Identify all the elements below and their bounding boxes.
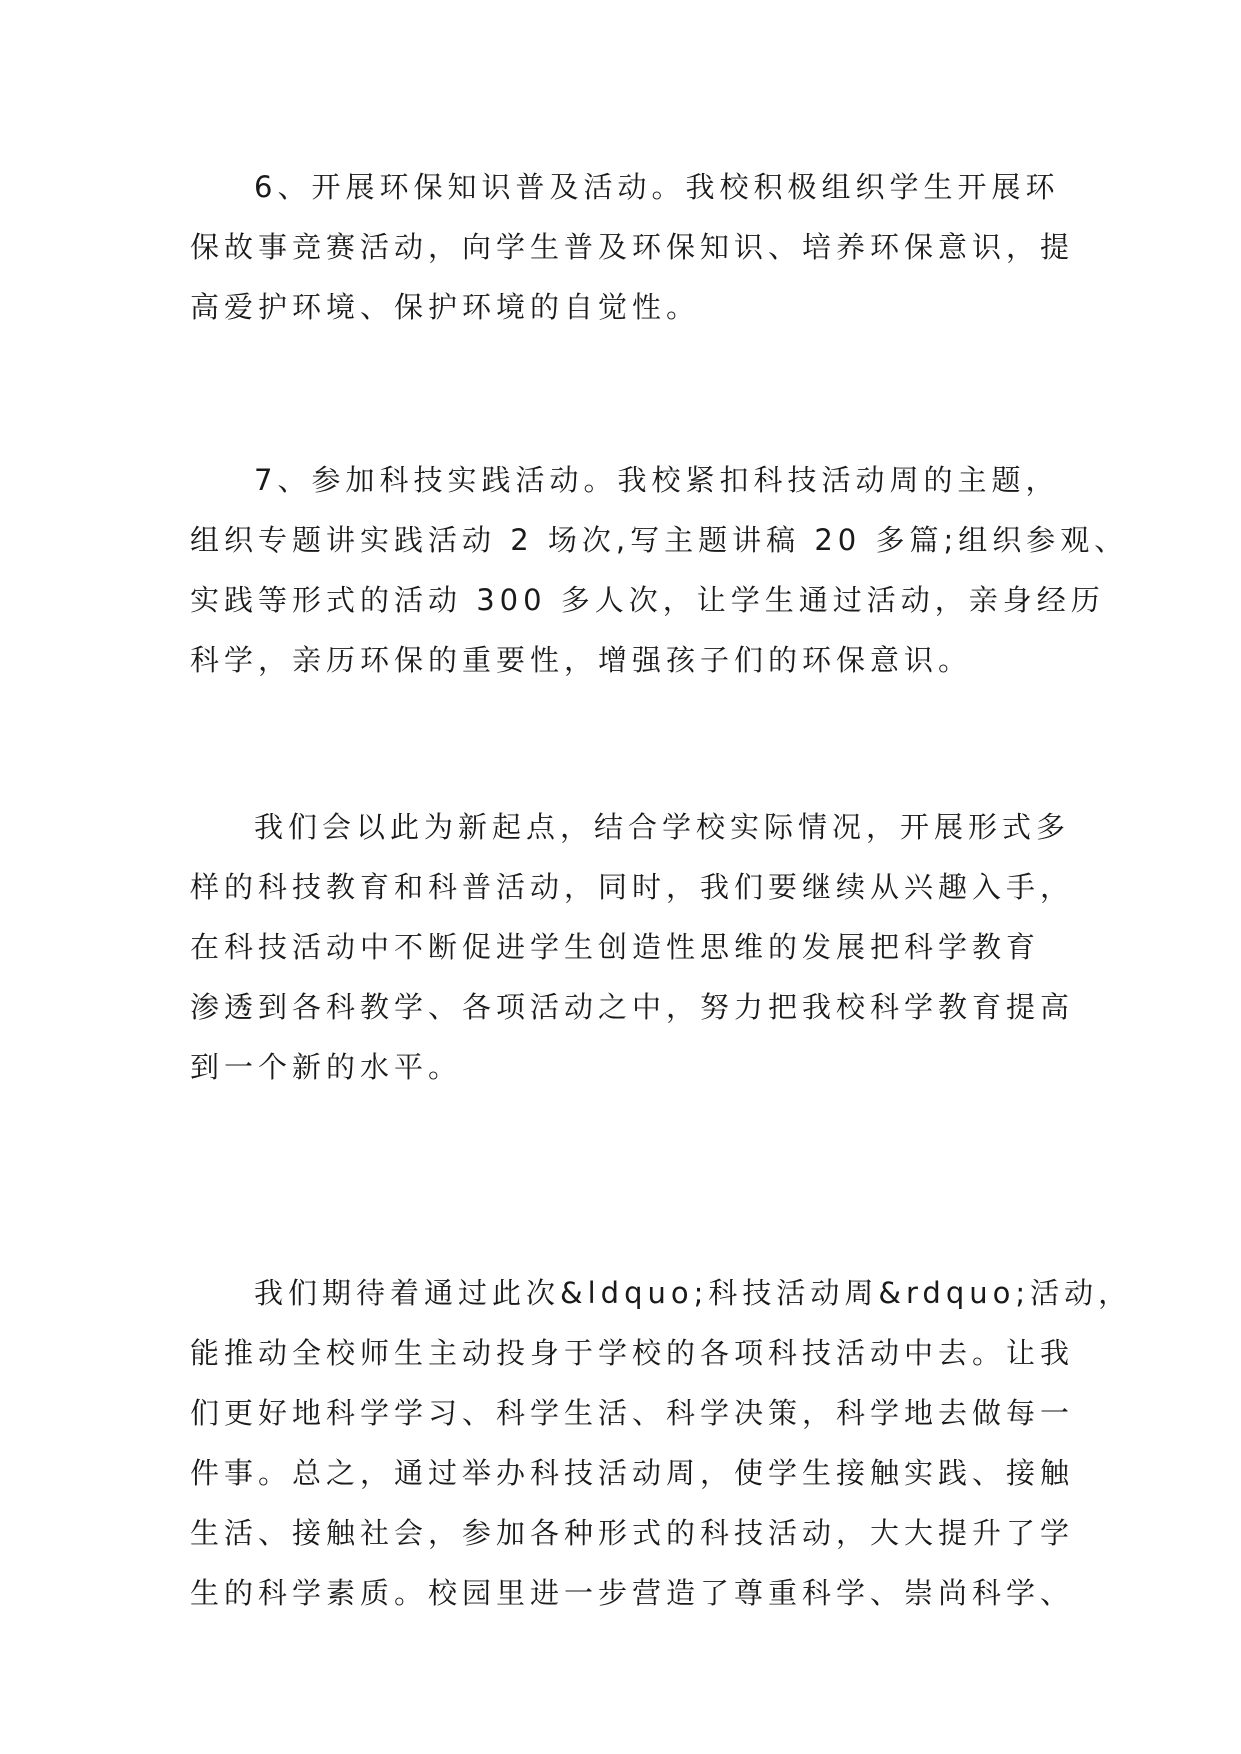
paragraph-new-starting-point [190,797,1075,1097]
paragraph-line: 组织专题讲实践活动 2 场次,写主题讲稿 20 多篇;组织参观、 [190,523,1129,557]
paragraph-line: 生的科学素质。校园里进一步营造了尊重科学、崇尚科学、 [190,1576,1075,1610]
paragraph-line: 能推动全校师生主动投身于学校的各项科技活动中去。让我 [190,1336,1075,1370]
paragraph-line: 到一个新的水平。 [190,1050,463,1084]
paragraph-line: 我们会以此为新起点，结合学校实际情况，开展形式多 [254,810,1071,844]
paragraph-line: 生活、接触社会，参加各种形式的科技活动，大大提升了学 [190,1516,1075,1550]
paragraph-line: 们更好地科学学习、科学生活、科学决策，科学地去做每一 [190,1396,1075,1430]
paragraph-line: 科学，亲历环保的重要性，增强孩子们的环保意识。 [190,643,973,677]
paragraph-line: 高爱护环境、保护环境的自觉性。 [190,290,701,324]
paragraph-line: 我们期待着通过此次&ldquo;科技活动周&rdquo;活动， [254,1276,1133,1310]
paragraph-line: 件事。总之，通过举办科技活动周，使学生接触实践、接触 [190,1456,1075,1490]
paragraph-tech-practice [190,450,1129,690]
paragraph-line: 在科技活动中不断促进学生创造性思维的发展把科学教育 [190,930,1041,964]
paragraph-line: 保故事竞赛活动，向学生普及环保知识、培养环保意识，提 [190,230,1075,264]
paragraph-line: 渗透到各科教学、各项活动之中，努力把我校科学教育提高 [190,990,1075,1024]
paragraph-env-knowledge [190,157,1075,337]
paragraph-line: 6、开展环保知识普及活动。我校积极组织学生开展环 [254,170,1060,204]
paragraph-expectations [190,1263,1133,1623]
paragraph-line: 7、参加科技实践活动。我校紧扣科技活动周的主题， [254,463,1060,497]
paragraph-line: 实践等形式的活动 300 多人次，让学生通过活动，亲身经历 [190,583,1105,617]
paragraph-line: 样的科技教育和科普活动，同时，我们要继续从兴趣入手， [190,870,1075,904]
